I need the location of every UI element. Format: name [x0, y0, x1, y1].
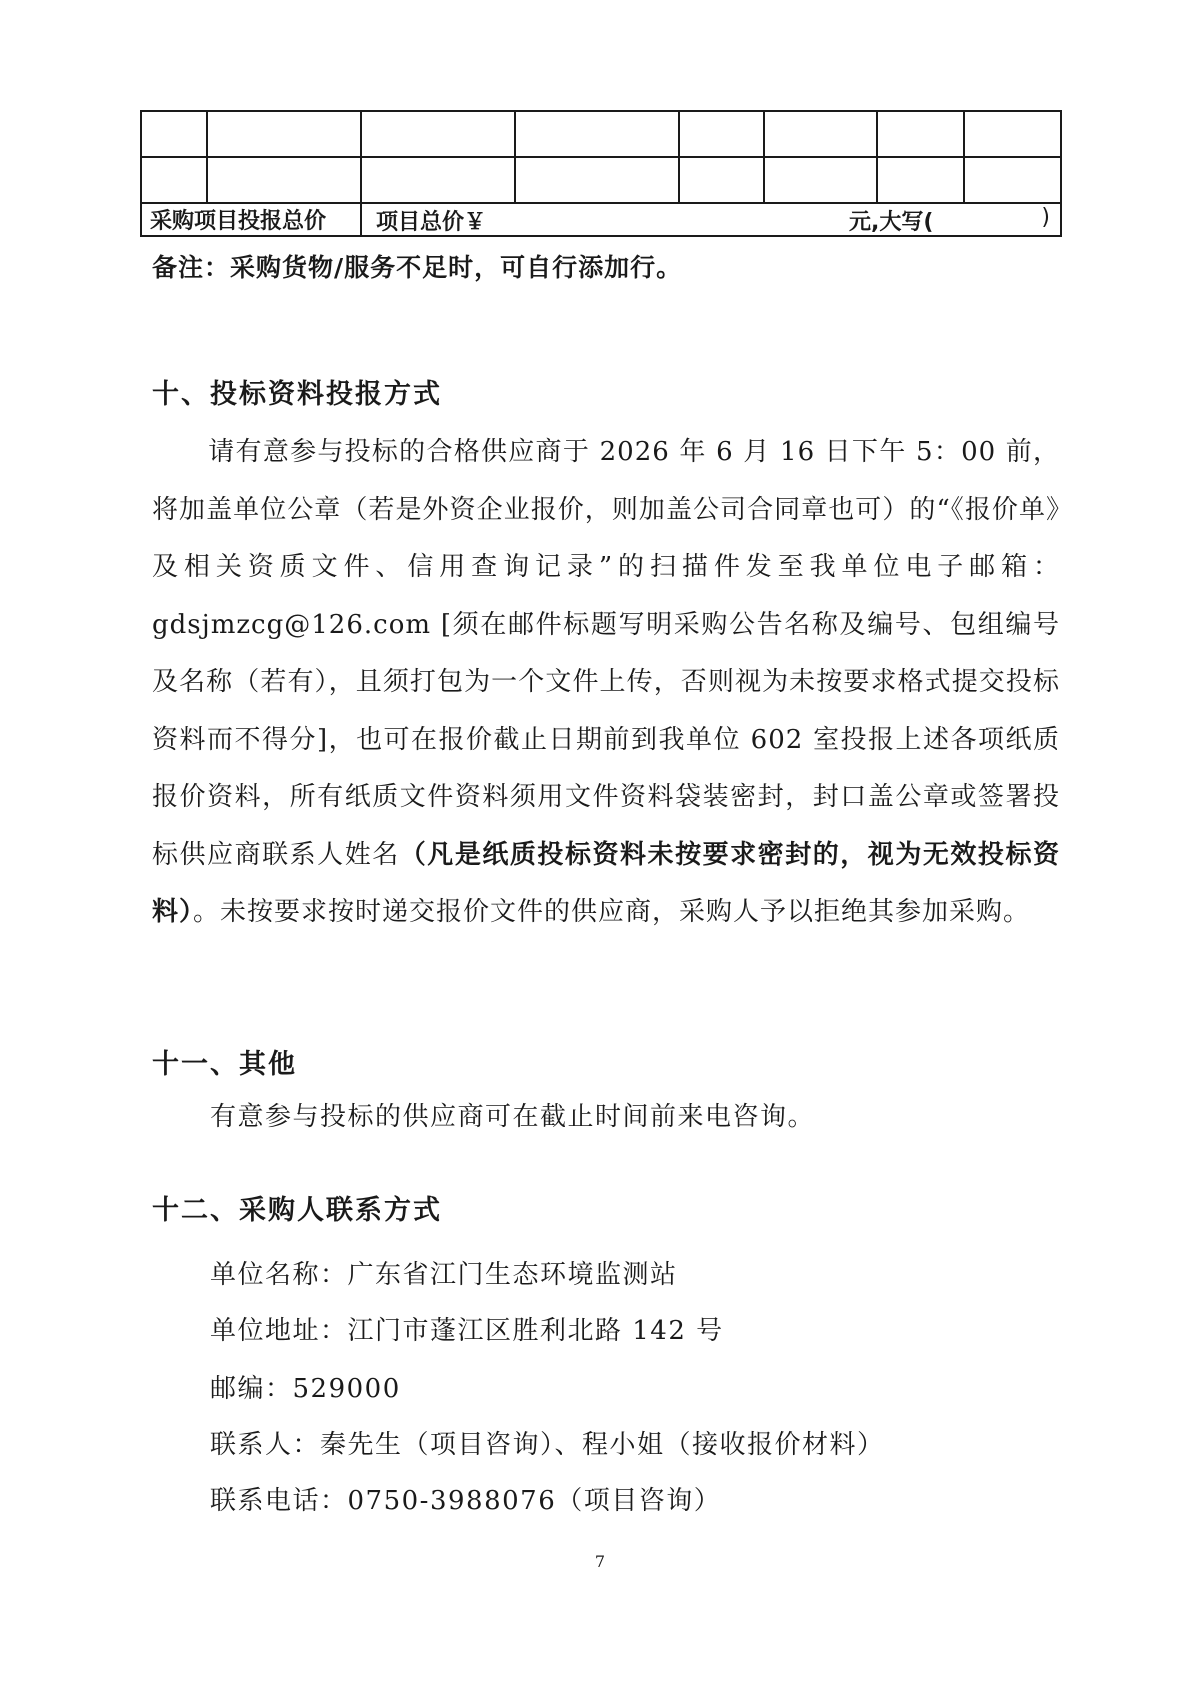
- total-price-prefix: 项目总价￥: [376, 210, 487, 235]
- section-10-bold-text: （凡是纸质投标资料未按要求密封的，视为无效投标资料）: [152, 839, 1060, 927]
- total-price-suffix: ): [1041, 205, 1050, 230]
- contact-phone: 联系电话：0750-3988076（项目咨询）: [210, 1486, 722, 1516]
- total-price-mid: 元,大写(: [849, 210, 934, 235]
- page-number: 7: [594, 1552, 606, 1571]
- section-11-text: 有意参与投标的供应商可在截止时间前来电咨询。: [210, 1102, 816, 1132]
- section-12-heading: 十二、采购人联系方式: [152, 1195, 442, 1226]
- unit-address: 单位地址：江门市蓬江区胜利北路 142 号: [210, 1316, 724, 1346]
- postcode: 邮编：529000: [210, 1374, 401, 1404]
- table-row: [141, 157, 1061, 203]
- table-cell: [877, 157, 964, 203]
- section-11-heading: 十一、其他: [152, 1049, 297, 1080]
- table-cell: [679, 157, 764, 203]
- table-cell: [515, 157, 679, 203]
- total-value: [361, 203, 1061, 236]
- table-cell: [361, 111, 515, 157]
- table-note: 备注：采购货物/服务不足时，可自行添加行。: [152, 253, 683, 282]
- table-cell: [764, 157, 877, 203]
- contact-person: 联系人：秦先生（项目咨询）、程小姐（接收报价材料）: [210, 1430, 885, 1460]
- total-label: 采购项目投报总价: [141, 203, 361, 236]
- table-row: [141, 111, 1061, 157]
- table-cell: [141, 157, 207, 203]
- table-cell: [679, 111, 764, 157]
- section-10-text-1: 请有意参与投标的合格供应商于 2026 年 6 月 16 日下午 5：00 前，将加盖单位公章（若是外资企业报价，则加盖公司合同章也可）的“《报价单》及相关资质文件、信用查询记录”的扫描件发至我单位电子邮箱：gdsjmzcg@126.com [须在邮件标题写明采购公告名称及编号、包组编号及名称（若有），且须打包为一个文件上传，否则视为未按要求格式提交投标资料而不得分]，也可在报价截止日期前到我单位 602 室投报上述各项纸质报价资料，所有纸质文件资料须用文件资料袋装密封，封口盖公章或签署投标供应商联系人姓名: [152, 437, 1060, 870]
- table-cell: [964, 111, 1061, 157]
- total-row: [141, 203, 1061, 236]
- section-10-paragraph: [152, 424, 1060, 942]
- table-cell: [515, 111, 679, 157]
- unit-name: 单位名称：广东省江门生态环境监测站: [210, 1260, 678, 1290]
- table-cell: [877, 111, 964, 157]
- price-table: [140, 110, 1062, 237]
- table-cell: [141, 111, 207, 157]
- table-cell: [207, 111, 361, 157]
- table-cell: [207, 157, 361, 203]
- table-cell: [764, 111, 877, 157]
- table-cell: [361, 157, 515, 203]
- section-10-text-2: 。未按要求按时递交报价文件的供应商，采购人予以拒绝其参加采购。: [193, 897, 1031, 927]
- table-cell: [964, 157, 1061, 203]
- section-10-heading: 十、投标资料投报方式: [152, 379, 442, 410]
